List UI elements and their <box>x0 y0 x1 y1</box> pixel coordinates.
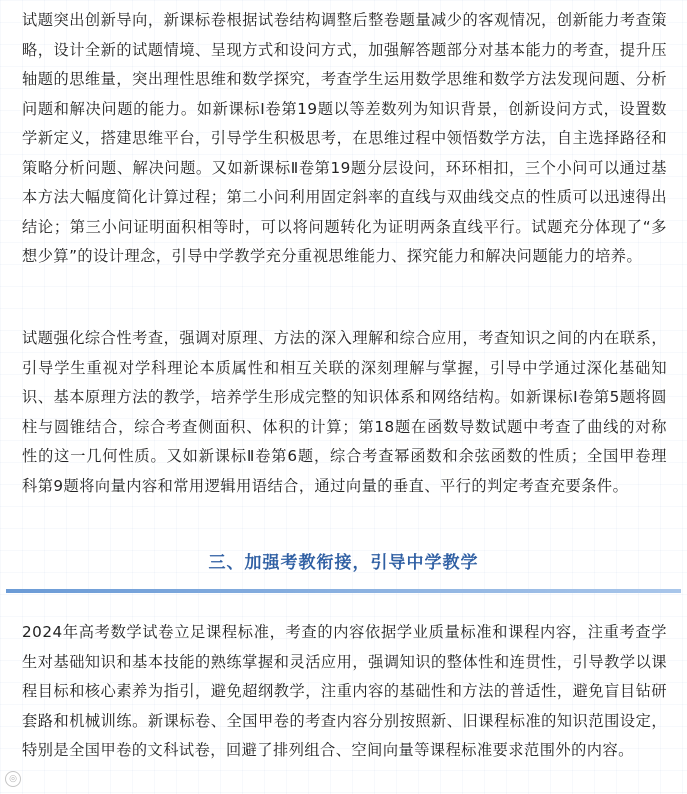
section-divider <box>6 589 681 593</box>
article-paragraph-2: 试题强化综合性考查，强调对原理、方法的深入理解和综合应用，考查知识之间的内在联系，引导学生重视对学科理论本质属性和相互关联的深刻理解与掌握，引导中学通过深化基础知识、基本原理方法的教学，培养学生形成完整的知识体系和网络结构。如新课标Ⅰ卷第5题将圆柱与圆锥结合，综合考查侧面积、体积的计算；第18题在函数导数试题中考查了曲线的对称性的这一几何性质。又如新课标Ⅱ卷第6题，综合考查幂函数和余弦函数的性质；全国甲卷理科第9题将向量内容和常用逻辑用语结合，通过向量的垂直、平行的判定考查充要条件。 <box>22 329 667 495</box>
section-heading: 三、加强考教衔接，引导中学教学 <box>208 553 479 573</box>
article-paragraph-3: 2024年高考数学试卷立足课程标准，考查的内容依据学业质量标准和课程内容，注重考查学生对基础知识和基本技能的熟练掌握和灵活应用，强调知识的整体性和连贯性，引导教学以课程目标和核心素养为指引，避免超纲教学，注重内容的基础性和方法的普适性，避免盲目钻研套路和机械训练。新课标卷、全国甲卷的考查内容分别按照新、旧课程标准的知识范围设定，特别是全国甲卷的文科试卷，回避了排列组合、空间向量等课程标准要求范围外的内容。 <box>22 623 667 759</box>
circle-logo-icon: ◎ <box>5 771 21 787</box>
article-paragraph-1: 试题突出创新导向，新课标卷根据试卷结构调整后整卷题量减少的客观情况，创新能力考查策略，设计全新的试题情境、呈现方式和设问方式，加强解答题部分对基本能力的考查，提升压轴题的思维量，突出理性思维和数学探究，考查学生运用数学思维和数学方法发现问题、分析问题和解决问题的能力。如新课标Ⅰ卷第19题以等差数列为知识背景，创新设问方式，设置数学新定义，搭建思维平台，引导学生积极思考，在思维过程中领悟数学方法，自主选择路径和策略分析问题、解决问题。又如新课标Ⅱ卷第19题分层设问，环环相扣，三个小问可以通过基本方法大幅度简化计算过程；第二小问利用固定斜率的直线与双曲线交点的性质可以迅速得出结论；第三小问证明面积相等时，可以将问题转化为证明两条直线平行。试题充分体现了“多想少算”的设计理念，引导中学教学充分重视思维能力、探究能力和解决问题能力的培养。 <box>22 11 667 265</box>
